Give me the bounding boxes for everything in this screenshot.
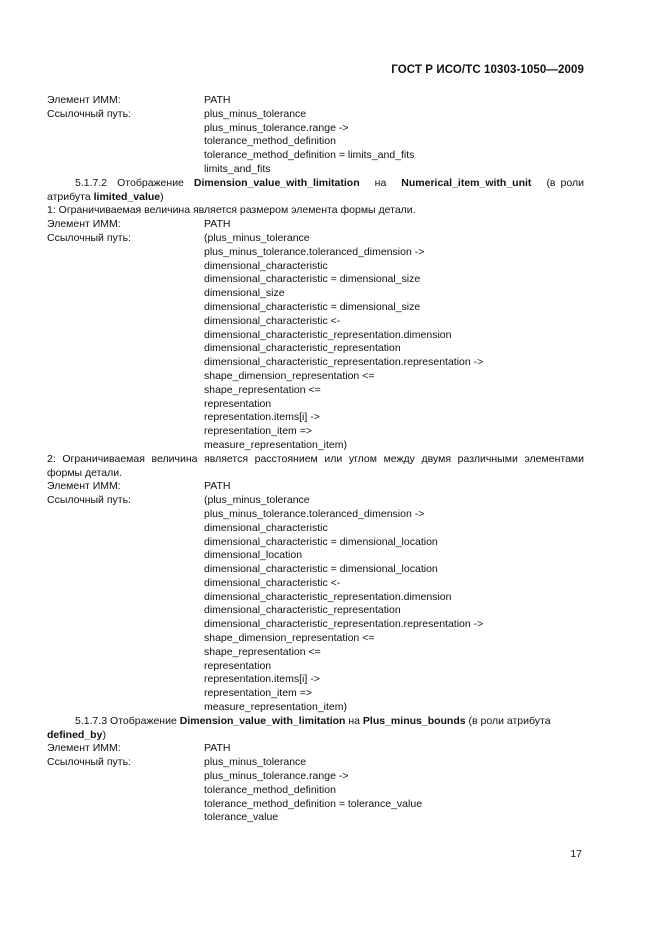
case-2-text: 2: Ограничиваемая величина является расстоянием или углом между двумя различными элементами формы детали. — [47, 452, 584, 479]
path-line: (plus_minus_tolerance — [204, 231, 310, 244]
element-value: PATH — [204, 480, 231, 493]
path-row — [47, 494, 584, 508]
path-label: Ссылочный путь: — [47, 231, 131, 244]
section-text: Отображение — [110, 714, 177, 727]
path-line: representation.items[i] -> — [204, 673, 320, 686]
path-line: plus_minus_tolerance.toleranced_dimension -> — [204, 507, 425, 520]
path-line: tolerance_method_definition — [204, 135, 336, 148]
path-line: dimensional_characteristic — [204, 259, 328, 272]
element-label: Элемент ИММ: — [47, 742, 121, 755]
path-line: representation.items[i] -> — [204, 411, 320, 424]
attribute-name: defined_by — [47, 728, 103, 741]
path-line: dimensional_characteristic = dimensional_location — [204, 563, 438, 576]
element-label: Элемент ИММ: — [47, 218, 121, 231]
element-value: PATH — [204, 742, 231, 755]
element-row — [47, 94, 584, 108]
element-row — [47, 742, 584, 756]
section-text: на — [374, 176, 387, 189]
path-line: plus_minus_tolerance.range -> — [204, 121, 349, 134]
section-text: на — [348, 714, 360, 727]
section-heading-5172 — [47, 177, 584, 205]
path-line: dimensional_characteristic_representation.representation -> — [204, 618, 484, 631]
path-row — [47, 108, 584, 122]
path-line: dimensional_characteristic_representation — [204, 342, 401, 355]
path-line: limits_and_fits — [204, 162, 271, 175]
path-line: measure_representation_item) — [204, 701, 347, 714]
element-value: PATH — [204, 94, 231, 106]
path-line: shape_representation <= — [204, 645, 321, 658]
target-name: Numerical_item_with_unit — [401, 176, 532, 189]
section-text: Отображение — [117, 176, 184, 189]
path-label: Ссылочный путь: — [47, 107, 131, 120]
path-line: dimensional_characteristic <- — [204, 576, 341, 589]
path-label: Ссылочный путь: — [47, 756, 131, 769]
path-line: dimensional_characteristic = dimensional_location — [204, 535, 438, 548]
attribute-name: limited_value — [93, 190, 161, 203]
section-text: ) — [102, 728, 106, 741]
path-line: representation_item => — [204, 425, 312, 438]
section-text: ) — [160, 190, 164, 203]
path-line: tolerance_value — [204, 811, 279, 824]
path-line: plus_minus_tolerance.toleranced_dimension -> — [204, 245, 425, 258]
path-line: tolerance_method_definition = limits_and_fits — [204, 149, 415, 162]
path-label: Ссылочный путь: — [47, 494, 131, 507]
path-row — [47, 232, 584, 246]
section-number: 5.1.7.2 — [75, 176, 108, 189]
path-line: shape_dimension_representation <= — [204, 369, 375, 382]
path-line: dimensional_size — [204, 287, 285, 300]
section-text: (в роли атрибута — [47, 176, 584, 203]
element-row — [47, 480, 584, 494]
page-header: ГОСТ Р ИСО/ТС 10303-1050—2009 — [391, 64, 584, 76]
element-label: Элемент ИММ: — [47, 480, 121, 493]
element-row — [47, 218, 584, 232]
entity-name: Dimension_value_with_limitation — [193, 176, 360, 189]
path-line: dimensional_characteristic <- — [204, 314, 341, 327]
element-label: Элемент ИММ: — [47, 94, 121, 106]
path-line: (plus_minus_tolerance — [204, 494, 310, 507]
path-line: shape_representation <= — [204, 383, 321, 396]
path-line: dimensional_characteristic_representation.dimension — [204, 590, 452, 603]
path-line: representation — [204, 659, 272, 672]
element-value: PATH — [204, 218, 231, 231]
path-line: dimensional_characteristic = dimensional_size — [204, 273, 421, 286]
path-line: tolerance_method_definition = tolerance_value — [204, 797, 423, 810]
path-line: dimensional_characteristic_representation.representation -> — [204, 356, 484, 369]
path-line: representation_item => — [204, 687, 312, 700]
path-line: dimensional_location — [204, 549, 303, 562]
section-number: 5.1.7.3 — [75, 714, 108, 727]
path-line: tolerance_method_definition — [204, 783, 336, 796]
case-1-text: 1: Ограничиваемая величина является размером элемента формы детали. — [47, 204, 416, 217]
section-text: (в роли атрибута — [468, 714, 551, 727]
path-line: dimensional_characteristic_representation.dimension — [204, 328, 452, 341]
document-body — [47, 94, 584, 825]
path-line: plus_minus_tolerance.range -> — [204, 770, 349, 783]
path-row — [47, 756, 584, 770]
section-heading-5173 — [47, 715, 584, 743]
path-line: shape_dimension_representation <= — [204, 632, 375, 645]
page-number: 17 — [570, 848, 582, 860]
path-line: plus_minus_tolerance — [204, 756, 307, 769]
path-line: dimensional_characteristic = dimensional_size — [204, 300, 421, 313]
entity-name: Dimension_value_with_limitation — [179, 714, 346, 727]
path-line: measure_representation_item) — [204, 438, 347, 451]
path-line: representation — [204, 397, 272, 410]
target-name: Plus_minus_bounds — [362, 714, 466, 727]
path-line: plus_minus_tolerance — [204, 107, 307, 120]
path-line: dimensional_characteristic — [204, 521, 328, 534]
path-line: dimensional_characteristic_representation — [204, 604, 401, 617]
